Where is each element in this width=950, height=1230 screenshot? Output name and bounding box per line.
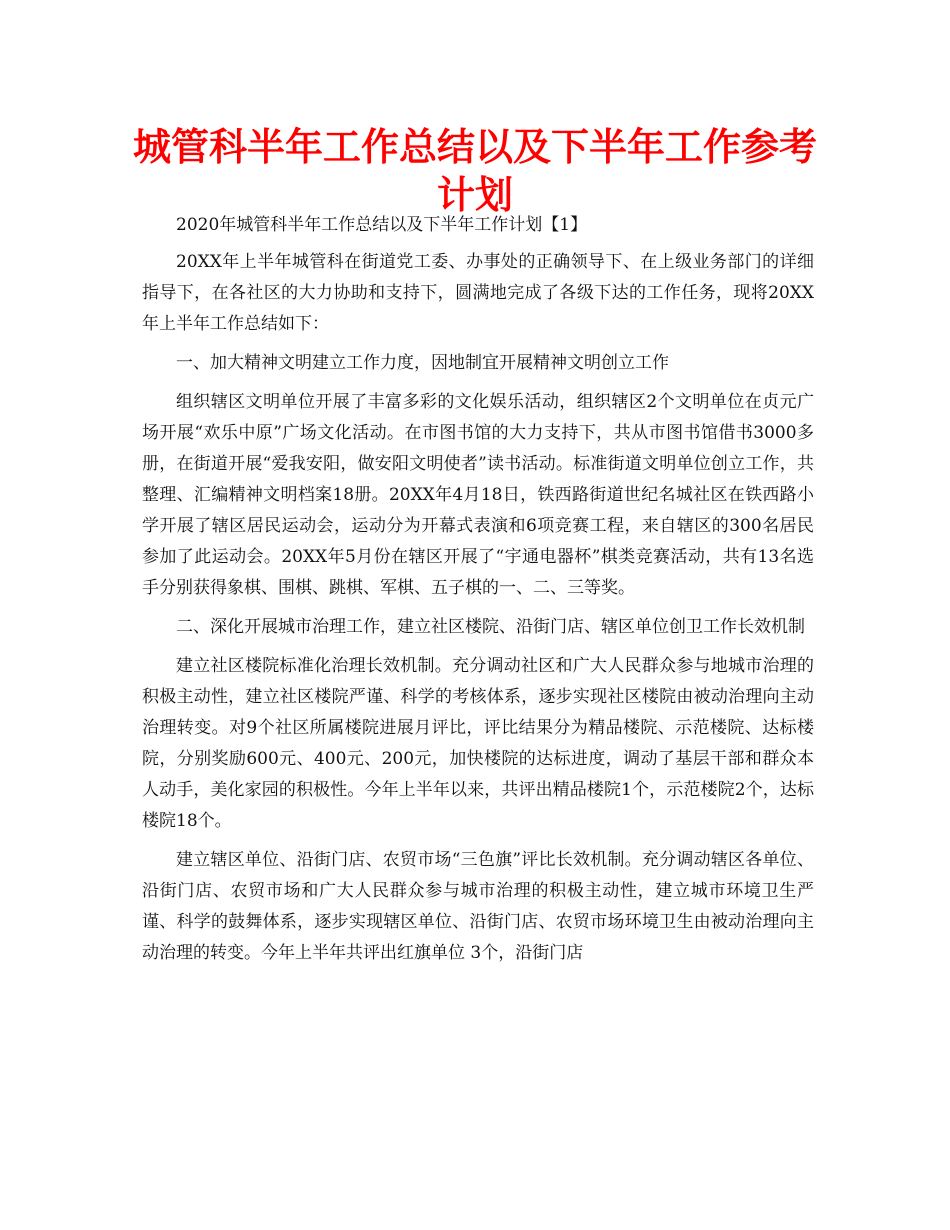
paragraph-section2-a: 建立社区楼院标准化治理长效机制。充分调动社区和广大人民群众参与地城市治理的积极主动性，建立社区楼院严谨、科学的考核体系，逐步实现社区楼院由被动治理向主动治理转变。对9个社区所属楼院进展月评比，评比结果分为精品楼院、示范楼院、达标楼院，分别奖励600元、400元、200元，加快楼院的达标进度，调动了基层干部和群众本人动手，美化家园的积极性。今年上半年以来，共评出精品楼院1个，示范楼院2个，达标楼院18个。 (142, 656, 814, 831)
document-title-line2: 计划 (436, 173, 513, 217)
document-subtitle: 2020年城管科半年工作总结以及下半年工作计划【1】 (176, 215, 588, 235)
paragraph-intro: 20XX年上半年城管科在街道党工委、办事处的正确领导下、在上级业务部门的详细指导下，在各社区的大力协助和支持下，圆满地完成了各级下达的工作任务，现将20XX年上半年工作总结如下： (142, 252, 814, 334)
section-heading-1: 一、加大精神文明建立工作力度，因地制宜开展精神文明创立工作 (176, 353, 669, 373)
document-body (142, 210, 814, 977)
document-title-line1: 城管科半年工作总结以及下半年工作参考 (132, 125, 817, 169)
paragraph-section2-b: 建立辖区单位、沿街门店、农贸市场“三色旗”评比长效机制。充分调动辖区各单位、沿街门店、农贸市场和广大人民群众参与城市治理的积极主动性，建立城市环境卫生严谨、科学的鼓舞体系，逐步实现辖区单位、沿街门店、农贸市场环境卫生由被动治理向主动治理的转变。今年上半年共评出红旗单位 3个，沿街门店 (142, 850, 814, 963)
section-heading-2: 二、深化开展城市治理工作，建立社区楼院、沿街门店、辖区单位创卫工作长效机制 (176, 617, 805, 637)
paragraph-section1: 组织辖区文明单位开展了丰富多彩的文化娱乐活动，组织辖区2个文明单位在贞元广场开展“欢乐中原”广场文化活动。在市图书馆的大力支持下，共从市图书馆借书3000多册，在街道开展“爱我安阳，做安阳文明使者”读书活动。标准街道文明单位创立工作，共整理、汇编精神文明档案18册。20XX年4月18日，铁西路街道世纪名城社区在铁西路小学开展了辖区居民运动会，运动分为开幕式表演和6项竞赛工程，来自辖区的300名居民参加了此运动会。20XX年5月份在辖区开展了“宇通电器杯”棋类竞赛活动，共有13名选手分别获得象棋、围棋、跳棋、军棋、五子棋的一、二、三等奖。 (142, 392, 814, 598)
